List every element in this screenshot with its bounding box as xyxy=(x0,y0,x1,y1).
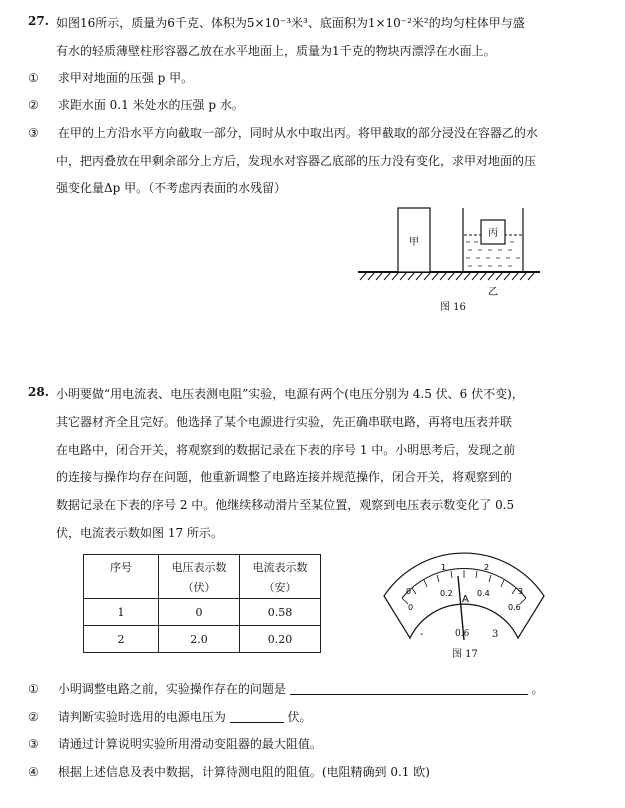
header-voltage xyxy=(159,555,240,599)
table-cell: 2.0 xyxy=(159,626,240,653)
ground-hatch xyxy=(360,273,534,280)
q28-text-line4: 的连接与操作均存在问题，他重新调整了电路连接并规范操作，闭合开关，将观察到的 xyxy=(56,470,513,484)
q27-sub2-mark: ② xyxy=(28,98,39,112)
q28-number: 28. xyxy=(28,385,49,399)
meter-unit: A xyxy=(462,594,469,605)
inner-tick-0: 0 xyxy=(408,603,414,612)
q28-sub1-text: 小明调整电路之前，实验操作存在的问题是 xyxy=(57,682,286,696)
q28-text-line6: 伏，电流表示数如图 17 所示。 xyxy=(56,526,223,540)
q27-sub1-mark: ① xyxy=(28,71,39,85)
q27-sub3-text3: 强变化量Δp 甲。（不考虑丙表面的水残留） xyxy=(56,181,287,195)
table-cell: 0.58 xyxy=(240,599,321,626)
q27-sub2 xyxy=(28,96,244,113)
label-jia: 甲 xyxy=(409,237,419,248)
terminal-06: 0.6 xyxy=(455,629,470,639)
q27-sub3 xyxy=(28,124,538,141)
label-yi: 乙 xyxy=(488,287,498,298)
outer-tick-1: 1 xyxy=(441,563,447,572)
q28-sub1 xyxy=(28,680,544,697)
q28-sub2-text-a: 请判断实验时选用的电源电压为 xyxy=(57,710,226,724)
q27-number: 27. xyxy=(28,14,49,28)
answer-blank-problem[interactable] xyxy=(290,682,528,695)
q27-text-line2: 有水的轻质薄壁柱形容器乙放在水平地面上，质量为1千克的物块丙漂浮在水面上。 xyxy=(56,44,496,58)
figure-17-caption: 图 17 xyxy=(452,649,478,660)
table-header-row xyxy=(84,555,321,599)
answer-blank-voltage[interactable] xyxy=(230,710,284,723)
q28-sub3 xyxy=(28,735,322,752)
figure-16 xyxy=(350,200,550,300)
q27-sub3-mark: ③ xyxy=(28,126,39,140)
table-row xyxy=(84,599,321,626)
q28-text-line2: 其它器材齐全且完好。他选择了某个电源进行实验，先正确串联电路，再将电压表并联 xyxy=(56,415,513,429)
header-current xyxy=(240,555,321,599)
water-fill xyxy=(466,242,520,266)
q28-sub2-text-b: 伏。 xyxy=(287,710,312,724)
table-cell: 1 xyxy=(84,599,159,626)
figure-16-caption: 图 16 xyxy=(440,302,466,313)
q27-text-line1: 如图16所示，质量为6千克、体积为5×10⁻³米³、底面积为1×10⁻²米²的均匀柱体甲与盛 xyxy=(56,16,525,30)
q28-text-line3: 在电路中，闭合开关，将观察到的数据记录在下表的序号 1 中。小明思考后，发现之前 xyxy=(56,443,516,457)
table-cell: 0 xyxy=(159,599,240,626)
q27-sub1 xyxy=(28,69,193,86)
terminal-3: 3 xyxy=(492,629,499,640)
q27-sub3-text2: 中，把丙叠放在甲剩余部分上方后，发现水对容器乙底部的压力没有变化，求甲对地面的压 xyxy=(56,154,537,168)
header-current-label: 电流表示数 xyxy=(252,560,308,574)
q28-sub1-mark: ① xyxy=(28,682,39,696)
q28-sub2-mark: ② xyxy=(28,710,39,724)
q28-sub4-text: 根据上述信息及表中数据，计算待测电阻的阻值。(电阻精确到 0.1 欧) xyxy=(57,765,430,779)
q28-sub2 xyxy=(28,708,312,725)
q28-sub3-text: 请通过计算说明实验所用滑动变阻器的最大阻值。 xyxy=(57,737,322,751)
inner-tick-06: 0.6 xyxy=(508,603,521,612)
inner-tick-04: 0.4 xyxy=(477,589,490,598)
outer-tick-2: 2 xyxy=(484,563,490,572)
header-index: 序号 xyxy=(84,555,159,599)
header-voltage-unit: （伏） xyxy=(182,580,216,594)
data-table xyxy=(83,554,321,653)
terminal-neg: - xyxy=(420,629,424,640)
q28-sub1-end: 。 xyxy=(531,682,544,696)
outer-tick-0: 0 xyxy=(406,587,412,596)
q28-sub4 xyxy=(28,763,430,780)
q28-text-line5: 数据记录在下表的序号 2 中。他继续移动滑片至某位置，观察到电压表示数变化了 0.5 xyxy=(56,498,515,512)
header-current-unit: （安） xyxy=(263,580,297,594)
table-cell: 0.20 xyxy=(240,626,321,653)
q28-sub4-mark: ④ xyxy=(28,765,39,779)
q27-sub1-text: 求甲对地面的压强 p 甲。 xyxy=(57,71,194,85)
label-bing: 丙 xyxy=(488,228,498,239)
inner-tick-02: 0.2 xyxy=(440,589,453,598)
q28-sub3-mark: ③ xyxy=(28,737,39,751)
q27-sub2-text: 求距水面 0.1 米处水的压强 p 水。 xyxy=(57,98,244,112)
table-cell: 2 xyxy=(84,626,159,653)
outer-tick-3: 3 xyxy=(518,587,524,596)
q28-text-line1: 小明要做“用电流表、电压表测电阻”实验，电源有两个(电压分别为 4.5 伏、6 伏不变)， xyxy=(56,387,524,401)
q27-sub3-text1: 在甲的上方沿水平方向截取一部分，同时从水中取出丙。将甲截取的部分浸没在容器乙的水 xyxy=(57,126,538,140)
table-row xyxy=(84,626,321,653)
header-voltage-label: 电压表示数 xyxy=(171,560,227,574)
